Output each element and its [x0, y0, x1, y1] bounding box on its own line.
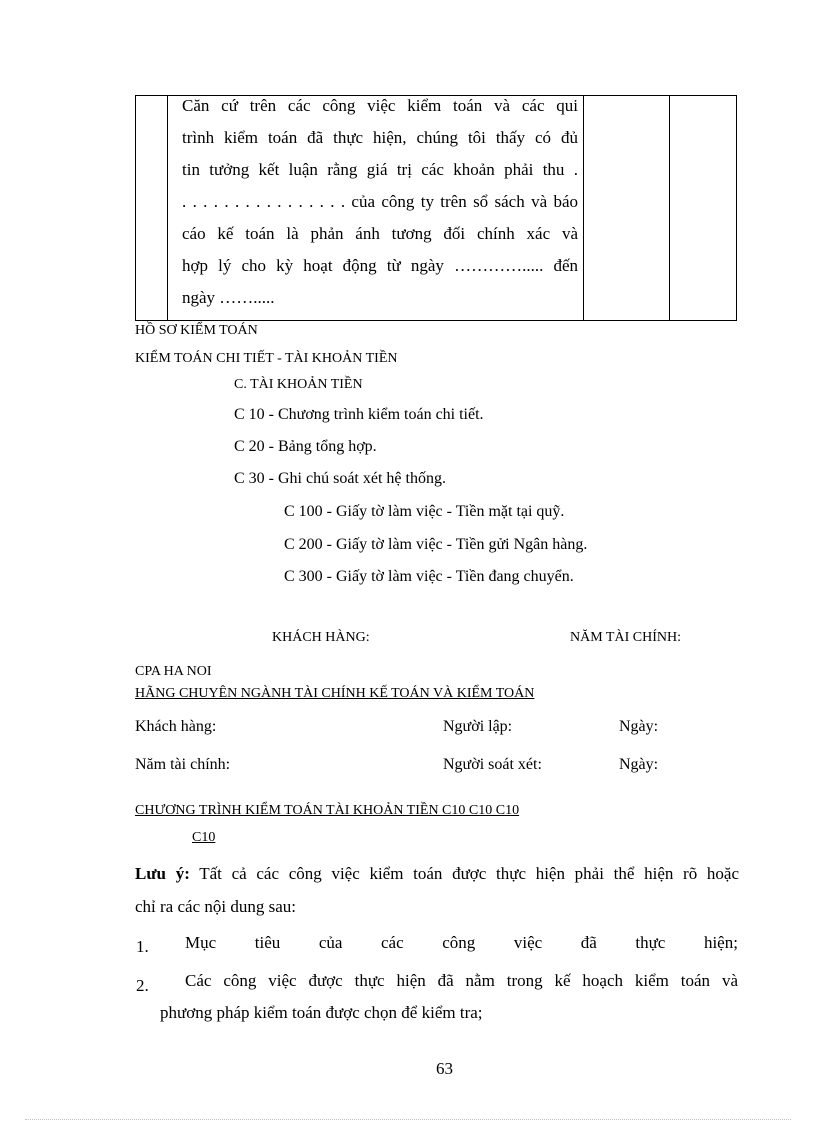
khach-hang-label: KHÁCH HÀNG:	[272, 630, 370, 645]
ngay-field: Ngày:	[619, 718, 659, 735]
table-line: ngày …….....	[182, 288, 275, 307]
table-line: trình kiểm toán đã thực hiện, chúng tôi thấy có đủ	[182, 128, 578, 147]
nguoi-soat-xet-field: Người soát xét:	[443, 756, 542, 773]
list-word: thực	[635, 933, 666, 952]
list-number: 2.	[136, 976, 149, 995]
table-column-divider	[669, 96, 670, 320]
list-word: các	[381, 933, 404, 952]
list-item-1	[185, 933, 738, 953]
table-column-divider	[583, 96, 584, 320]
c-sub-item: C 100 - Giấy tờ làm việc - Tiền mặt tại quỹ.	[284, 503, 565, 520]
nam-tai-chinh-label: NĂM TÀI CHÍNH:	[570, 630, 681, 645]
note-text: Tất cả các công việc kiểm toán được thực hiện phải thể hiện rõ hoặc	[199, 864, 740, 883]
kiem-toan-chi-tiet-heading: KIỂM TOÁN CHI TIẾT - TÀI KHOẢN TIỀN	[135, 351, 398, 366]
page-edge-divider	[25, 1119, 791, 1120]
table-line: Căn cứ trên các công việc kiểm toán và các qui	[182, 96, 578, 115]
program-title-text: CHƯƠNG TRÌNH KIỂM TOÁN TÀI KHOẢN TIỀN C10 C10 C10	[135, 803, 520, 818]
table-line: cáo kế toán là phản ánh tương đối chính xác và	[182, 224, 578, 243]
nguoi-lap-field: Người lập:	[443, 718, 513, 735]
table-line: tin tưởng kết luận rằng giá trị các khoản phải thu .	[182, 160, 578, 179]
ho-so-heading: HỒ SƠ KIỂM TOÁN	[135, 323, 258, 338]
c-item: C 10 - Chương trình kiểm toán chi tiết.	[234, 406, 484, 423]
list-word: đã	[580, 933, 597, 952]
table-column-divider	[167, 96, 168, 320]
firm-description: HÃNG CHUYÊN NGÀNH TÀI CHÍNH KẾ TOÁN VÀ KIỂM TOÁN	[135, 686, 535, 701]
list-item-2-line-1: Các công việc được thực hiện đã nằm trong kế hoạch kiểm toán và	[185, 971, 738, 990]
list-word: việc	[513, 933, 543, 952]
list-word: Mục	[185, 933, 217, 952]
list-number: 1.	[136, 937, 149, 956]
nam-tai-chinh-field: Năm tài chính:	[135, 756, 231, 773]
list-word: tiêu	[254, 933, 281, 952]
cpa-name: CPA HA NOI	[135, 664, 212, 679]
note-line-2: chỉ ra các nội dung sau:	[135, 897, 296, 916]
program-title-continued	[135, 830, 215, 846]
page-number: 63	[436, 1059, 453, 1078]
list-item-2-line-2: phương pháp kiểm toán được chọn để kiểm tra;	[160, 1003, 483, 1022]
list-word: của	[318, 933, 343, 952]
khach-hang-field: Khách hàng:	[135, 718, 217, 735]
table-line: hợp lý cho kỳ hoạt động từ ngày …………..... đến	[182, 256, 578, 275]
c-item: C 30 - Ghi chú soát xét hệ thống.	[234, 470, 446, 487]
list-word: hiện;	[703, 933, 738, 952]
program-code: C10	[192, 830, 216, 845]
section-c-heading: C. TÀI KHOẢN TIỀN	[234, 377, 363, 392]
ngay-field: Ngày:	[619, 756, 659, 773]
note-label: Lưu ý:	[135, 864, 190, 883]
c-sub-item: C 200 - Giấy tờ làm việc - Tiền gửi Ngân hàng.	[284, 536, 588, 553]
table-line: . . . . . . . . . . . . . . . . của công ty trên sổ sách và báo	[182, 192, 578, 211]
c-sub-item: C 300 - Giấy tờ làm việc - Tiền đang chuyển.	[284, 568, 574, 585]
program-title	[135, 803, 729, 819]
list-word: công	[442, 933, 476, 952]
c-item: C 20 - Bảng tổng hợp.	[234, 438, 377, 455]
note-line	[135, 864, 739, 884]
